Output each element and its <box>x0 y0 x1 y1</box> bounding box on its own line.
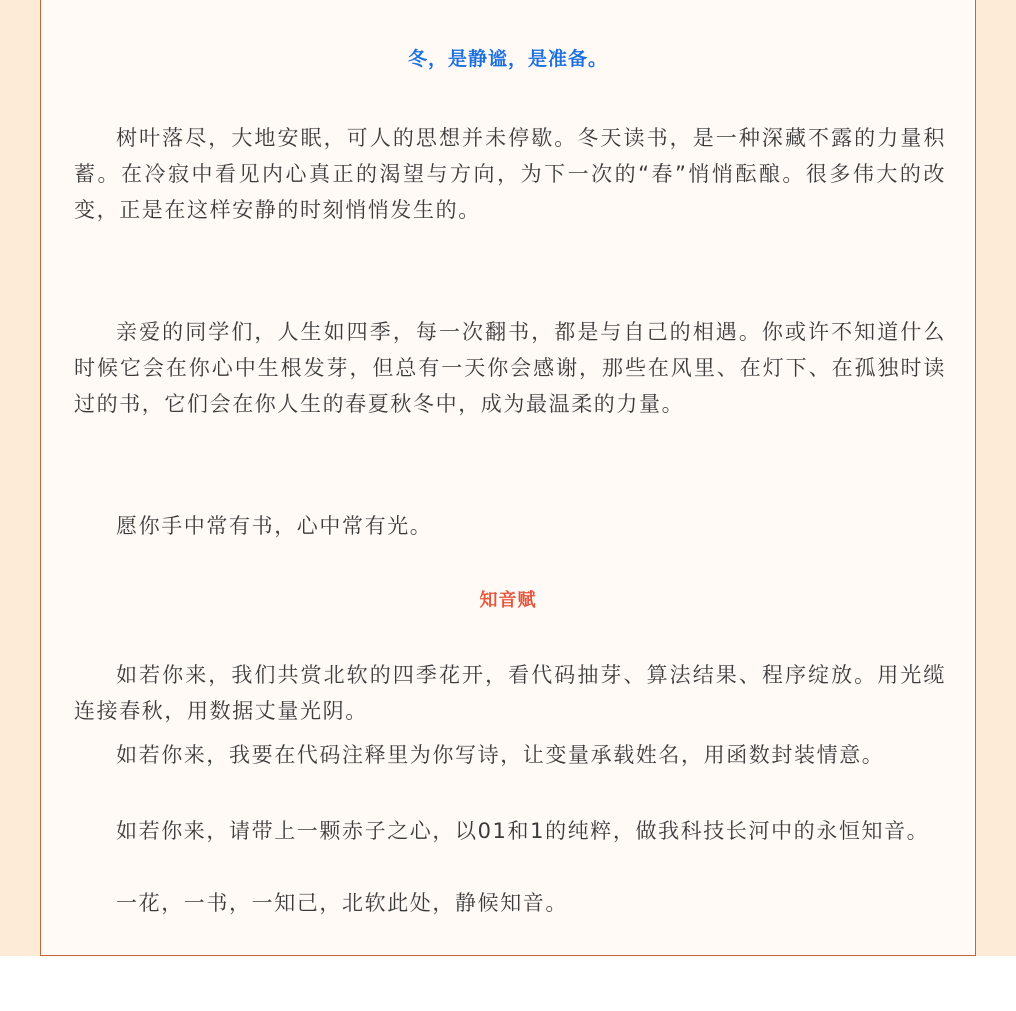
poem-line: 一花，一书，一知己，北软此处，静候知音。 <box>116 891 568 915</box>
students-paragraph: 亲爱的同学们，人生如四季，每一次翻书，都是与自己的相遇。你或许不知道什么时候它会在你心中生根发芽，但总有一天你会感谢，那些在风里、在灯下、在孤独时读过的书，它们会在你人生的春夏秋冬中，成为最温柔的力量。 <box>74 320 946 416</box>
content-card <box>40 0 976 956</box>
poem-heading: 知音赋 <box>479 590 537 611</box>
winter-heading: 冬，是静谧，是准备。 <box>407 48 608 70</box>
wish-line: 愿你手中常有书，心中常有光。 <box>116 514 433 538</box>
winter-paragraph: 树叶落尽，大地安眠，可人的思想并未停歇。冬天读书，是一种深藏不露的力量积蓄。在冷寂中看见内心真正的渴望与方向，为下一次的“春”悄悄酝酿。很多伟大的改变，正是在这样安静的时刻悄悄发生的。 <box>74 126 946 222</box>
right-margin-band <box>976 0 1016 956</box>
poem-line: 如若你来，我要在代码注释里为你写诗，让变量承载姓名，用函数封装情意。 <box>116 743 885 767</box>
poem-line: 如若你来，请带上一颗赤子之心，以01和1的纯粹，做我科技长河中的永恒知音。 <box>116 819 930 843</box>
poem-line: 如若你来，我们共赏北软的四季花开，看代码抽芽、算法结果、程序绽放。用光缆连接春秋，用数据丈量光阴。 <box>74 663 946 723</box>
left-margin-band <box>0 0 40 956</box>
